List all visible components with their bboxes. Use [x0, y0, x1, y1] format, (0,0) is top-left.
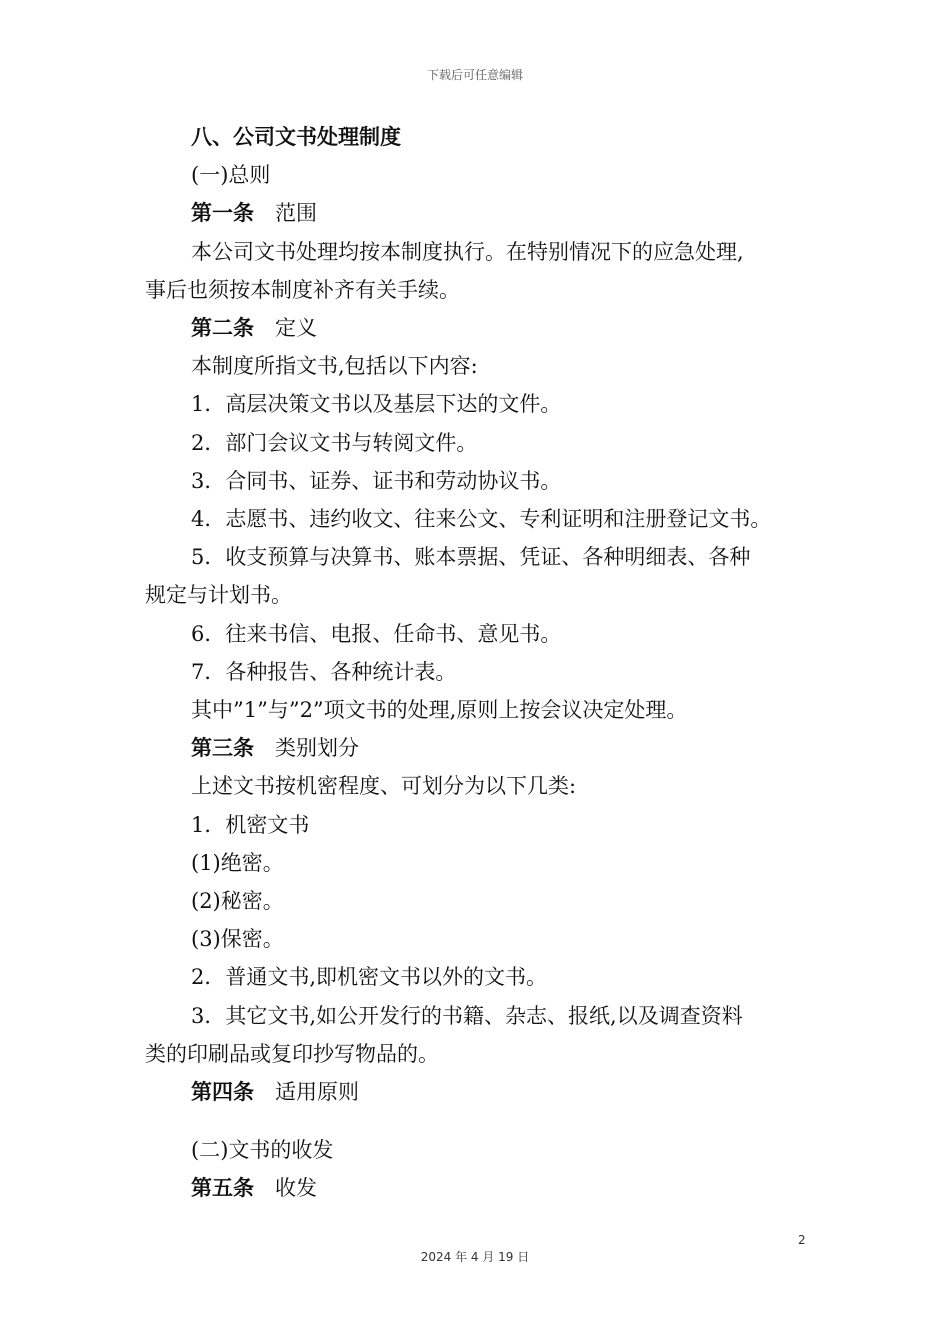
- article-title: 适用原则: [275, 1080, 359, 1105]
- article-label: 第五条: [191, 1176, 254, 1201]
- list-item: 3．其它文书,如公开发行的书籍、杂志、报纸,以及调查资料: [191, 1003, 743, 1028]
- paragraph: 其中”1”与”2”项文书的处理,原则上按会议决定处理。: [191, 698, 688, 723]
- paragraph: 本制度所指文书,包括以下内容:: [191, 354, 478, 379]
- list-item: 6．往来书信、电报、任命书、意见书。: [191, 621, 562, 646]
- article-label: 第二条: [191, 316, 254, 341]
- list-item: (3)保密。: [191, 927, 284, 952]
- article-4-heading: [145, 1073, 815, 1111]
- section-heading-general: (一)总则: [191, 163, 271, 188]
- paragraph: 本公司文书处理均按本制度执行。在特别情况下的应急处理,: [191, 239, 744, 264]
- article-5-heading: [145, 1169, 815, 1207]
- paragraph: 上述文书按机密程度、可划分为以下几类:: [191, 774, 577, 799]
- article-label: 第一条: [191, 201, 254, 226]
- paragraph-continuation: 事后也须按本制度补齐有关手续。: [145, 277, 460, 302]
- article-label: 第三条: [191, 736, 254, 761]
- article-1-heading: [145, 194, 815, 232]
- list-item: 4．志愿书、违约收文、往来公文、专利证明和注册登记文书。: [191, 507, 772, 532]
- article-title: 定义: [275, 316, 317, 341]
- article-title: 类别划分: [275, 736, 359, 761]
- blank-space: [145, 1111, 815, 1131]
- article-title: 范围: [275, 201, 317, 226]
- list-item-continuation: 规定与计划书。: [145, 583, 292, 608]
- article-title: 收发: [275, 1176, 317, 1201]
- list-item: 3．合同书、证券、证书和劳动协议书。: [191, 468, 562, 493]
- list-item-continuation: 类的印刷品或复印抄写物品的。: [145, 1041, 439, 1066]
- page-header: 下载后可任意编辑: [426, 68, 523, 82]
- list-item: 2．普通文书,即机密文书以外的文书。: [191, 965, 548, 990]
- list-item: 5．收支预算与决算书、账本票据、凭证、各种明细表、各种: [191, 545, 751, 570]
- list-item: 1．高层决策文书以及基层下达的文件。: [191, 392, 562, 417]
- article-2-heading: [145, 309, 815, 347]
- section-heading-receiving: (二)文书的收发: [191, 1138, 334, 1163]
- list-item: 1．机密文书: [191, 812, 310, 837]
- list-item: (1)绝密。: [191, 850, 284, 875]
- list-item: 2．部门会议文书与转阅文件。: [191, 430, 478, 455]
- list-item: (2)秘密。: [191, 889, 284, 914]
- document-body: [145, 118, 815, 1208]
- document-title: 八、公司文书处理制度: [191, 125, 401, 149]
- page-number: 2: [798, 1233, 806, 1247]
- article-label: 第四条: [191, 1080, 254, 1105]
- list-item: 7．各种报告、各种统计表。: [191, 659, 457, 684]
- footer-date: 2024 年 4 月 19 日: [420, 1250, 530, 1264]
- article-3-heading: [145, 729, 815, 767]
